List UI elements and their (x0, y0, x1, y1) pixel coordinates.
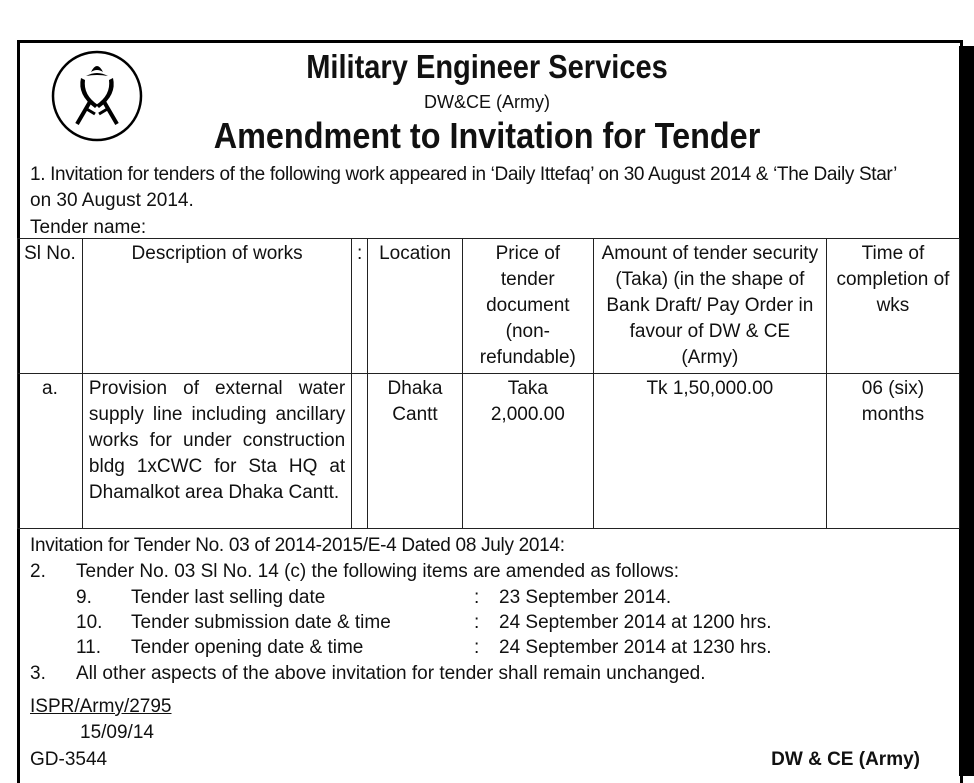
header-location: Location (368, 239, 463, 374)
organization-name: Military Engineer Services (306, 48, 668, 85)
cell-location: Dhaka Cantt (368, 374, 463, 529)
cell-price: Taka 2,000.00 (462, 374, 593, 529)
amendment-label: Tender last selling date (131, 587, 326, 608)
intro-line-1: 1. Invitation for tenders of the following work appeared in ‘Daily Ittefaq’ on 30 August 2014 & ‘The Daily Star’ (30, 164, 897, 185)
header-colon: : (352, 239, 368, 374)
cell-time: 06 (six) months (826, 374, 959, 529)
table-header-row (18, 239, 960, 374)
document-title: Amendment to Invitation for Tender (213, 115, 761, 156)
issue-date: 15/09/14 (80, 722, 154, 743)
cell-amount: Tk 1,50,000.00 (593, 374, 826, 529)
amendment-colon: : (474, 612, 480, 633)
para3-text: All other aspects of the above invitation for tender shall remain unchanged. (76, 663, 706, 684)
header-amount: Amount of tender security (Taka) (in the shape of Bank Draft/ Pay Order in favour of DW & CE (Army) (593, 239, 826, 374)
amendment-colon: : (474, 637, 480, 658)
header-time: Time of completion of wks (826, 239, 959, 374)
amendment-value: 23 September 2014. (499, 587, 672, 608)
amendment-colon: : (474, 587, 480, 608)
tender-name-label: Tender name: (30, 217, 147, 238)
amendment-number: 9. (76, 587, 92, 608)
header-price: Price of tender document (non-refundable) (462, 239, 593, 374)
amendment-value: 24 September 2014 at 1230 hrs. (499, 637, 772, 658)
intro-line-2: on 30 August 2014. (30, 190, 194, 211)
header-description: Description of works (82, 239, 351, 374)
gd-number: GD-3544 (30, 749, 108, 770)
amendment-number: 11. (76, 637, 102, 658)
para3-number: 3. (30, 663, 46, 684)
invitation-number: Invitation for Tender No. 03 of 2014-2015/E-4 Dated 08 July 2014: (30, 535, 565, 556)
amendment-label: Tender submission date & time (131, 612, 391, 633)
para2-text: Tender No. 03 Sl No. 14 (c) the following items are amended as follows: (76, 561, 680, 582)
para2-number: 2. (30, 561, 46, 582)
border-shadow (959, 46, 974, 776)
sub-organization: DW&CE (Army) (424, 92, 550, 112)
table-row (18, 374, 960, 529)
tender-table (17, 238, 960, 529)
amendment-number: 10. (76, 612, 103, 633)
ispr-reference: ISPR/Army/2795 (30, 696, 172, 717)
cell-description: Provision of external water supply line including ancillary works for under construction bldg 1xCWC for Sta HQ at Dhamalkot area Dhaka Cantt. (82, 374, 351, 529)
amendment-label: Tender opening date & time (131, 637, 364, 658)
cell-colon (352, 374, 368, 529)
signatory: DW & CE (Army) (771, 749, 920, 770)
amendment-value: 24 September 2014 at 1200 hrs. (499, 612, 772, 633)
header-sl-no: Sl No. (18, 239, 83, 374)
cell-sl: a. (18, 374, 83, 529)
